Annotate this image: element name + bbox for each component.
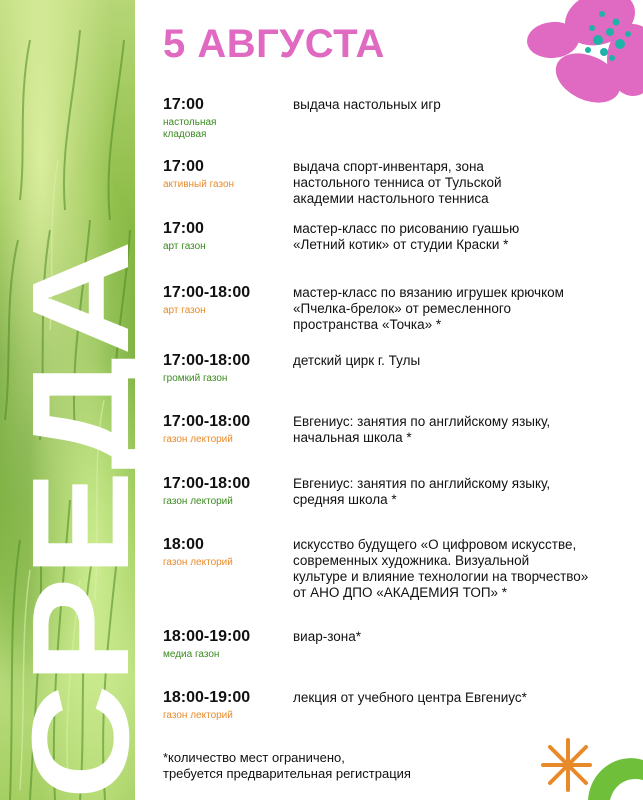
event-description: выдача настольных игр — [293, 97, 441, 112]
event-location: газон лекторий — [163, 434, 233, 445]
event-location: медиа газон — [163, 649, 220, 660]
event-time: 18:00-19:00 — [163, 628, 251, 645]
flower-decoration-top — [528, 0, 643, 110]
event-description: Евгениус: занятия по английскому языку, начальная школа * — [293, 414, 551, 445]
registration-footnote: *количество мест ограничено, требуется предварительная регистрация — [163, 750, 411, 781]
event-time: 17:00 — [163, 96, 204, 113]
event-description: выдача спорт-инвентаря, зона настольного тенниса от Тульской академии настольного тенниса — [293, 159, 502, 206]
event-time: 17:00 — [163, 158, 204, 175]
event-time: 17:00 — [163, 220, 204, 237]
event-time: 17:00-18:00 — [163, 413, 251, 430]
weekday-label: СРЕДА — [4, 318, 158, 800]
event-location: настольная кладовая — [163, 117, 217, 140]
event-location: газон лекторий — [163, 496, 233, 507]
event-description: лекция от учебного центра Евгениус* — [293, 690, 527, 705]
weekday-vertical-text — [0, 0, 158, 800]
event-time: 17:00-18:00 — [163, 284, 251, 301]
event-location: активный газон — [163, 179, 235, 190]
event-description: мастер-класс по вязанию игрушек крючком «Пчелка-брелок» от ремесленного пространства «Точка» * — [293, 285, 564, 332]
event-location: арт газон — [163, 305, 206, 316]
event-description: детский цирк г. Тулы — [293, 353, 421, 368]
event-location: газон лекторий — [163, 557, 233, 568]
event-location: громкий газон — [163, 373, 228, 384]
event-time: 17:00-18:00 — [163, 352, 251, 369]
event-description: виар-зона* — [293, 629, 361, 644]
flower-decoration-bottom — [528, 730, 643, 800]
event-location: газон лекторий — [163, 710, 233, 721]
event-time: 17:00-18:00 — [163, 475, 251, 492]
event-description: мастер-класс по рисованию гуашью «Летний котик» от студии Краски * — [293, 221, 520, 252]
date-title: 5 АВГУСТА — [163, 22, 385, 66]
event-time: 18:00 — [163, 536, 204, 553]
event-time: 18:00-19:00 — [163, 689, 251, 706]
event-description: искусство будущего «О цифровом искусстве, современных художника. Визуальной культуре и влияние технологии на творчество» от АНО ДПО «АКАДЕМИЯ ТОП» * — [293, 537, 589, 600]
event-description: Евгениус: занятия по английскому языку, средняя школа * — [293, 476, 551, 507]
event-location: арт газон — [163, 241, 206, 252]
